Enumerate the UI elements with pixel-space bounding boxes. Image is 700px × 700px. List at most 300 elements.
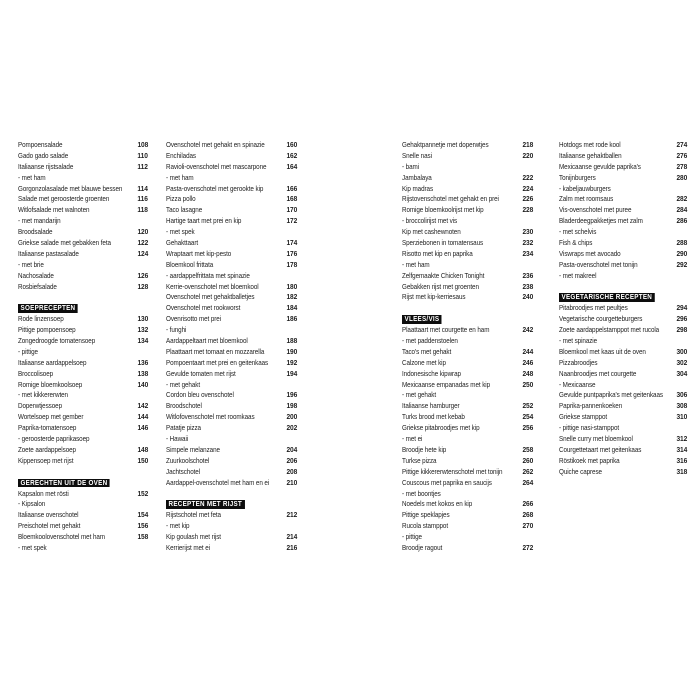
recipe-title: Gehaktpannetje met doperwtjes <box>402 140 489 149</box>
recipe-title: Simpele melanzane <box>166 444 220 454</box>
toc-item <box>18 151 148 162</box>
page-number: 244 <box>522 346 533 356</box>
spacer-row <box>166 489 297 500</box>
toc-item <box>166 162 297 173</box>
toc-subitem <box>559 271 687 282</box>
recipe-title: Pittige kikkererwtenschotel met tonijn <box>402 466 503 476</box>
page-number: 202 <box>286 423 297 433</box>
recipe-title: Kip met cashewnoten <box>402 227 461 237</box>
toc-item <box>166 478 297 489</box>
page-number: 206 <box>286 455 297 465</box>
recipe-title: Pitabroodjes met peultjes <box>559 303 628 313</box>
recipe-title: Hartige taart met prei en kip <box>166 216 242 226</box>
toc-item <box>402 456 533 467</box>
recipe-title: Zoete aardappelsoep <box>18 444 76 454</box>
page-number: 248 <box>522 368 533 378</box>
page-number: 252 <box>522 401 533 411</box>
toc-item <box>166 456 297 467</box>
recipe-title: Indonesische kipwrap <box>402 368 461 378</box>
recipe-title: - met brie <box>18 259 44 269</box>
recipe-title: Gehakttaart <box>166 238 198 248</box>
toc-item <box>18 282 148 293</box>
recipe-title: Mexicaanse empanadas met kip <box>402 379 491 389</box>
toc-subitem <box>18 173 148 184</box>
toc-item <box>559 358 687 369</box>
recipe-title: - pittige <box>18 346 38 356</box>
recipe-title: - met paddenstoelen <box>402 336 458 346</box>
toc-subitem <box>18 347 148 358</box>
recipe-title: Italiaanse rijstsalade <box>18 161 74 171</box>
toc-item <box>166 532 297 543</box>
toc-item <box>166 510 297 521</box>
recipe-title: Snelle nasi <box>402 150 432 160</box>
page-number: 136 <box>137 357 148 367</box>
page-number: 168 <box>286 194 297 204</box>
toc-item <box>402 499 533 510</box>
spacer-row <box>559 282 687 293</box>
recipe-title: Gevulde tomaten met rijst <box>166 368 236 378</box>
recipe-title: Vis-ovenschotel met puree <box>559 205 632 215</box>
page-number: 114 <box>137 183 148 193</box>
recipe-title: Gado gado salade <box>18 150 69 160</box>
page-number: 302 <box>676 357 687 367</box>
page-number: 180 <box>286 281 297 291</box>
page-number: 188 <box>286 336 297 346</box>
toc-item <box>166 194 297 205</box>
toc-item <box>18 140 148 151</box>
toc-item <box>559 314 687 325</box>
toc-column-2 <box>166 140 297 554</box>
page-number: 140 <box>137 379 148 389</box>
recipe-title: Italiaanse gehaktballen <box>559 150 622 160</box>
page-number: 124 <box>137 248 148 258</box>
toc-subitem <box>559 184 687 195</box>
toc-item <box>18 325 148 336</box>
toc-item <box>166 205 297 216</box>
page-number: 238 <box>522 281 533 291</box>
page-number: 182 <box>286 292 297 302</box>
page-number: 256 <box>522 423 533 433</box>
recipe-title: - broccolirijst met vis <box>402 216 458 226</box>
toc-subitem <box>18 543 148 554</box>
recipe-title: Wraptaart met kip-pesto <box>166 248 232 258</box>
recipe-title: - Mexicaanse <box>559 379 596 389</box>
page-number: 148 <box>137 444 148 454</box>
recipe-title: - met ham <box>402 259 430 269</box>
toc-item <box>559 151 687 162</box>
toc-subitem <box>402 336 533 347</box>
recipe-title: - met mandarijn <box>18 216 61 226</box>
recipe-title: - pittige nasi-stamppot <box>559 423 620 433</box>
recipe-title: Rucola stamppot <box>402 521 449 531</box>
recipe-title: Fish & chips <box>559 238 593 248</box>
recipe-title: Snelle curry met bloemkool <box>559 434 633 444</box>
section-header-label: VLEES/VIS <box>402 315 442 324</box>
section-header-label: RECEPTEN MET RIJST <box>166 500 245 509</box>
toc-subitem <box>18 260 148 271</box>
page-number: 310 <box>676 412 687 422</box>
recipe-title: Rode linzensoep <box>18 314 64 324</box>
recipe-title: Pittige pompoensoep <box>18 325 76 335</box>
page-number: 152 <box>137 488 148 498</box>
toc-item <box>402 151 533 162</box>
page-number: 108 <box>137 140 148 149</box>
page-number: 226 <box>522 194 533 204</box>
page-number: 266 <box>522 499 533 509</box>
toc-item <box>559 140 687 151</box>
recipe-title: Pittige speklapjes <box>402 510 450 520</box>
recipe-title: Vegetarische courgetteburgers <box>559 314 643 324</box>
recipe-title: Jachtschotel <box>166 466 201 476</box>
recipe-title: Broodje hete kip <box>402 444 447 454</box>
page-number: 290 <box>676 248 687 258</box>
recipe-title: Röstikoek met paprika <box>559 455 620 465</box>
recipe-title: Pasta-ovenschotel met tonijn <box>559 259 638 269</box>
recipe-title: Pizzabroodjes <box>559 357 598 367</box>
recipe-title: Italiaanse pastasalade <box>18 248 79 258</box>
page-number: 258 <box>522 444 533 454</box>
toc-item <box>166 423 297 434</box>
spacer-row <box>18 292 148 303</box>
toc-item <box>402 292 533 303</box>
page-number: 122 <box>137 238 148 248</box>
page-number: 208 <box>286 466 297 476</box>
recipe-title: Bladerdeegpakketjes met zalm <box>559 216 643 226</box>
recipe-title: Paprika-tomatensoep <box>18 423 77 433</box>
recipe-title: Zuurkoolschotel <box>166 455 210 465</box>
page-number: 186 <box>286 314 297 324</box>
toc-column-1 <box>18 140 148 554</box>
page-number: 156 <box>137 521 148 531</box>
toc-item <box>402 227 533 238</box>
recipe-title: Italiaanse aardappelsoep <box>18 357 87 367</box>
recipe-title: Bloemkoolovenschotel met ham <box>18 532 105 542</box>
recipe-title: Noedels met kokos en kip <box>402 499 473 509</box>
toc-subitem <box>166 227 297 238</box>
recipe-title: Zongedroogde tomatensoep <box>18 336 96 346</box>
page-number: 274 <box>676 140 687 149</box>
toc-item <box>166 184 297 195</box>
page-number: 164 <box>286 161 297 171</box>
toc-item <box>559 445 687 456</box>
toc-subitem <box>402 216 533 227</box>
recipe-title: - met kikkererwten <box>18 390 68 400</box>
page-number: 224 <box>522 183 533 193</box>
recipe-title: Courgettetaart met geitenkaas <box>559 444 642 454</box>
toc-item <box>402 543 533 554</box>
page-number: 308 <box>676 401 687 411</box>
toc-item <box>18 521 148 532</box>
toc-item <box>402 271 533 282</box>
recipe-title: Pompoentaart met prei en geitenkaas <box>166 357 269 367</box>
page-number: 198 <box>286 401 297 411</box>
recipe-title: Nachosalade <box>18 270 54 280</box>
recipe-title: - met ham <box>18 172 46 182</box>
toc-item <box>166 140 297 151</box>
recipe-title: Gevulde puntpaprika's met geitenkaas <box>559 390 663 400</box>
page-number: 162 <box>286 150 297 160</box>
toc-item <box>166 282 297 293</box>
toc-item <box>402 282 533 293</box>
toc-item <box>559 369 687 380</box>
recipe-title: - bami <box>402 161 420 171</box>
page-number: 128 <box>137 281 148 291</box>
page-number: 276 <box>676 150 687 160</box>
recipe-title: Zoete aardappelstamppot met rucola <box>559 325 660 335</box>
recipe-title: - geroosterde paprikasoep <box>18 434 90 444</box>
toc-subitem <box>559 380 687 391</box>
toc-item <box>18 314 148 325</box>
toc-item <box>166 314 297 325</box>
page-number: 192 <box>286 357 297 367</box>
recipe-title: Taco lasagne <box>166 205 203 215</box>
page-number: 222 <box>522 172 533 182</box>
section-header <box>402 314 533 325</box>
section-header <box>559 292 687 303</box>
recipe-title: Rijstovenschotel met gehakt en prei <box>402 194 499 204</box>
section-header-label: GERECHTEN UIT DE OVEN <box>18 479 110 488</box>
toc-item <box>559 467 687 478</box>
recipe-title: - met spek <box>166 227 195 237</box>
page-number: 110 <box>137 150 148 160</box>
page-number: 282 <box>676 194 687 204</box>
page-number: 294 <box>676 303 687 313</box>
recipe-title: Gorgonzolasalade met blauwe bessen <box>18 183 123 193</box>
recipe-title: - met spek <box>18 542 47 552</box>
page-number: 230 <box>522 227 533 237</box>
page-number: 116 <box>137 194 148 204</box>
toc-subitem <box>18 434 148 445</box>
toc-item <box>166 347 297 358</box>
page-number: 314 <box>676 444 687 454</box>
page-number: 306 <box>676 390 687 400</box>
recipe-title: Tonijnburgers <box>559 172 596 182</box>
toc-item <box>559 303 687 314</box>
toc-item <box>166 303 297 314</box>
toc-item <box>166 401 297 412</box>
toc-subitem <box>18 216 148 227</box>
recipe-title: Paprika-pannenkoeken <box>559 401 623 411</box>
recipe-title: Romige bloemkoolrijst met kip <box>402 205 484 215</box>
toc-item <box>166 151 297 162</box>
page-number: 284 <box>676 205 687 215</box>
recipe-title: Mexicaanse gevulde paprika's <box>559 161 641 171</box>
toc-item <box>559 434 687 445</box>
page-number: 138 <box>137 368 148 378</box>
toc-item <box>402 358 533 369</box>
recipe-title: Witlofovenschotel met roomkaas <box>166 412 255 422</box>
toc-item <box>18 358 148 369</box>
recipe-title: Risotto met kip en paprika <box>402 248 473 258</box>
recipe-title: Pasta-ovenschotel met gerookte kip <box>166 183 264 193</box>
toc-item <box>402 184 533 195</box>
recipe-title: - kabeljauwburgers <box>559 183 611 193</box>
toc-item <box>402 478 533 489</box>
recipe-title: Aardappeltaart met bloemkool <box>166 336 248 346</box>
toc-item <box>18 184 148 195</box>
page-number: 160 <box>286 140 297 149</box>
section-header <box>18 478 148 489</box>
page-number: 240 <box>522 292 533 302</box>
toc-column-3 <box>402 140 533 554</box>
recipe-title: Enchiladas <box>166 150 196 160</box>
recipe-title: Kapsalon met rösti <box>18 488 69 498</box>
toc-item <box>18 194 148 205</box>
toc-item <box>18 369 148 380</box>
recipe-title: Kip madras <box>402 183 434 193</box>
toc-item <box>166 369 297 380</box>
toc-item <box>18 510 148 521</box>
recipe-title: - met boontjes <box>402 488 441 498</box>
section-header-label: VEGETARISCHE RECEPTEN <box>559 293 655 302</box>
toc-item <box>402 205 533 216</box>
toc-item <box>18 227 148 238</box>
page-number: 174 <box>286 238 297 248</box>
toc-item <box>559 401 687 412</box>
recipe-title: Broodsalade <box>18 227 53 237</box>
recipe-title: Preischotel met gehakt <box>18 521 81 531</box>
page-number: 316 <box>676 455 687 465</box>
page-number: 204 <box>286 444 297 454</box>
recipe-title: Sperziebonen in tomatensaus <box>402 238 484 248</box>
toc-item <box>402 325 533 336</box>
toc-item <box>166 292 297 303</box>
page-number: 220 <box>522 150 533 160</box>
toc-item <box>559 194 687 205</box>
page-number: 270 <box>522 521 533 531</box>
toc-subitem <box>18 390 148 401</box>
recipe-title: Rijstschotel met feta <box>166 510 221 520</box>
recipe-title: - Hawaii <box>166 434 189 444</box>
toc-item <box>402 445 533 456</box>
page-number: 236 <box>522 270 533 280</box>
recipe-title: - met gehakt <box>166 379 201 389</box>
page-number: 130 <box>137 314 148 324</box>
recipe-title: Ovenrisotto met prei <box>166 314 222 324</box>
toc-item <box>402 238 533 249</box>
toc-item <box>18 412 148 423</box>
toc-item <box>402 249 533 260</box>
toc-item <box>559 347 687 358</box>
recipe-title: Griekse pitabroodjes met kip <box>402 423 480 433</box>
toc-subitem <box>402 162 533 173</box>
section-header <box>18 303 148 314</box>
toc-subitem <box>166 521 297 532</box>
page-number: 234 <box>522 248 533 258</box>
recipe-title: - met kip <box>166 521 190 531</box>
toc-item <box>18 456 148 467</box>
toc-item <box>166 260 297 271</box>
page-number: 146 <box>137 423 148 433</box>
page-number: 190 <box>286 346 297 356</box>
page-number: 118 <box>137 205 148 215</box>
recipe-title: Griekse stamppot <box>559 412 608 422</box>
toc-subitem <box>402 390 533 401</box>
toc-item <box>166 390 297 401</box>
recipe-title: Zalm met roomsaus <box>559 194 614 204</box>
recipe-title: Kerrierijst met ei <box>166 542 211 552</box>
recipe-title: - met makreel <box>559 270 597 280</box>
page-number: 260 <box>522 455 533 465</box>
recipe-title: Turkse pizza <box>402 455 437 465</box>
page-number: 158 <box>137 532 148 542</box>
toc-item <box>166 412 297 423</box>
recipe-title: Salade met geroosterde groenten <box>18 194 110 204</box>
page-number: 210 <box>286 477 297 487</box>
page-number: 268 <box>522 510 533 520</box>
recipe-title: Pompoensalade <box>18 140 63 149</box>
toc-subitem <box>166 380 297 391</box>
page-number: 264 <box>522 477 533 487</box>
toc-column-4 <box>559 140 687 478</box>
page-number: 178 <box>286 259 297 269</box>
toc-item <box>559 162 687 173</box>
page-number: 132 <box>137 325 148 335</box>
recipe-title: - funghi <box>166 325 187 335</box>
page-number: 170 <box>286 205 297 215</box>
toc-item <box>166 445 297 456</box>
toc-item <box>402 401 533 412</box>
page-number: 172 <box>286 216 297 226</box>
toc-item <box>166 467 297 478</box>
toc-item <box>402 412 533 423</box>
recipe-title: Bloemkool met kaas uit de oven <box>559 346 646 356</box>
recipe-title: Plaattaart met tomaat en mozzarella <box>166 346 265 356</box>
recipe-title: Griekse salade met gebakken feta <box>18 238 111 248</box>
recipe-title: Rosbiefsalade <box>18 281 57 291</box>
toc-item <box>559 249 687 260</box>
toc-item <box>18 205 148 216</box>
spacer-row <box>402 303 533 314</box>
toc-item <box>402 467 533 478</box>
recipe-title: Italiaanse ovenschotel <box>18 510 79 520</box>
recipe-title: - met ei <box>402 434 423 444</box>
recipe-title: - met ham <box>166 172 194 182</box>
toc-item <box>559 390 687 401</box>
page-number: 154 <box>137 510 148 520</box>
recipe-title: Wortelsoep met gember <box>18 412 84 422</box>
recipe-title: - pittige <box>402 532 422 542</box>
page-number: 150 <box>137 455 148 465</box>
recipe-title: Calzone met kip <box>402 357 446 367</box>
toc-item <box>559 216 687 227</box>
toc-item <box>166 249 297 260</box>
recipe-title: Kerrie-ovenschotel met bloemkool <box>166 281 259 291</box>
recipe-title: Jambalaya <box>402 172 432 182</box>
toc-item <box>559 173 687 184</box>
recipe-title: Turks brood met kebab <box>402 412 465 422</box>
toc-item <box>18 380 148 391</box>
toc-item <box>402 173 533 184</box>
recipe-title: Quiche caprese <box>559 466 602 476</box>
page-number: 312 <box>676 434 687 444</box>
toc-item <box>18 249 148 260</box>
toc-item <box>402 380 533 391</box>
toc-subitem <box>402 489 533 500</box>
recipe-title: - aardappelfrittata met spinazie <box>166 270 250 280</box>
recipe-title: Broodschotel <box>166 401 202 411</box>
toc-item <box>402 423 533 434</box>
toc-item <box>18 401 148 412</box>
page-number: 318 <box>676 466 687 476</box>
toc-item <box>18 532 148 543</box>
recipe-title: Doperwtjessoep <box>18 401 63 411</box>
recipe-title: Romige bloemkoolsoep <box>18 379 83 389</box>
recipe-title: Pizza pollo <box>166 194 196 204</box>
page-number: 200 <box>286 412 297 422</box>
toc-item <box>18 423 148 434</box>
page-number: 300 <box>676 346 687 356</box>
